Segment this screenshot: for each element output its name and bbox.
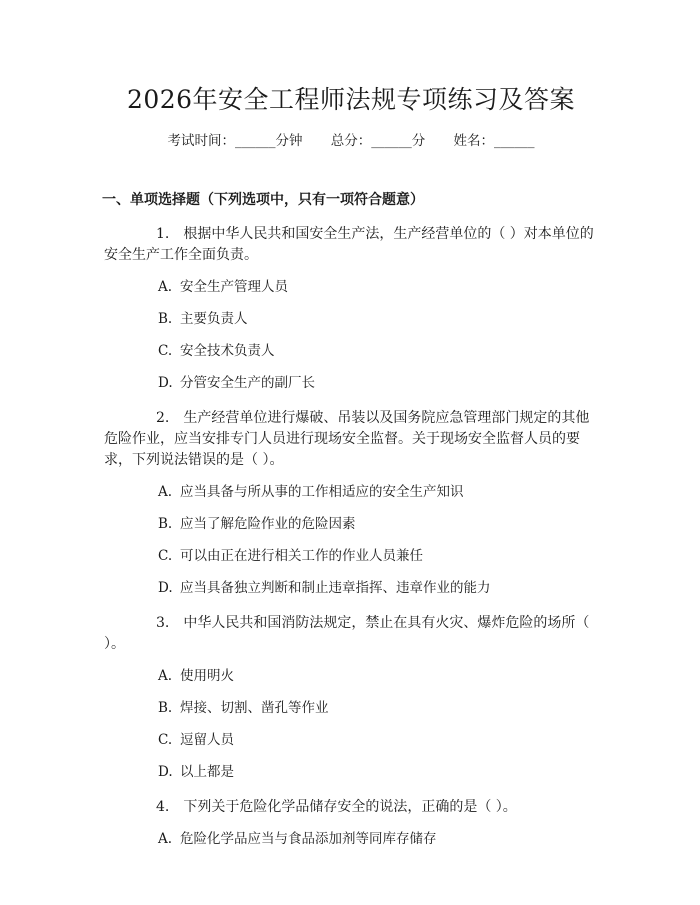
option-c [158, 730, 598, 751]
option-text: 使用明火 [180, 668, 234, 684]
question-number: 3. [156, 615, 170, 631]
question-text [104, 797, 598, 818]
question-4 [104, 797, 598, 850]
option-text: 逗留人员 [180, 732, 234, 748]
option-letter: A. [158, 831, 173, 847]
question-2 [104, 408, 598, 599]
option-d [158, 373, 598, 394]
option-list [104, 277, 598, 394]
option-text: 应当了解危险作业的危险因素 [180, 516, 356, 532]
option-text: 焊接、切割、凿孔等作业 [180, 700, 329, 716]
option-c [158, 546, 598, 567]
option-text: 危险化学品应当与食品添加剂等同库存储存 [180, 831, 437, 847]
option-b [158, 698, 598, 719]
option-letter: B. [158, 311, 173, 327]
name-field: 姓名：______ [453, 133, 535, 149]
question-text [104, 408, 598, 471]
option-text: 安全技术负责人 [180, 343, 275, 359]
option-letter: A. [158, 484, 173, 500]
option-text: 应当具备与所从事的工作相适应的安全生产知识 [180, 484, 464, 500]
option-list [104, 482, 598, 599]
option-letter: A. [158, 668, 173, 684]
option-a [158, 277, 598, 298]
question-1 [104, 224, 598, 394]
question-text [104, 224, 598, 266]
option-letter: C. [158, 343, 173, 359]
option-letter: D. [158, 764, 173, 780]
option-c [158, 341, 598, 362]
option-list [104, 829, 598, 850]
exam-meta [104, 131, 598, 151]
exam-time-field: 考试时间：______分钟 [167, 133, 303, 149]
option-a [158, 482, 598, 503]
option-text: 主要负责人 [180, 311, 248, 327]
option-letter: D. [158, 375, 173, 391]
section-heading: 一、单项选择题（下列选项中，只有一项符合题意） [102, 192, 424, 208]
option-list [104, 666, 598, 783]
option-text: 安全生产管理人员 [180, 279, 288, 295]
option-d [158, 578, 598, 599]
option-a [158, 666, 598, 687]
option-b [158, 309, 598, 330]
option-d [158, 762, 598, 783]
option-letter: A. [158, 279, 173, 295]
option-letter: B. [158, 700, 173, 716]
question-number: 1. [156, 226, 170, 242]
option-letter: D. [158, 580, 173, 596]
option-text: 可以由正在进行相关工作的作业人员兼任 [180, 548, 423, 564]
document-title: 2026年安全工程师法规专项练习及答案 [126, 85, 576, 114]
total-score-field: 总分：______分 [330, 133, 426, 149]
question-stem: 生产经营单位进行爆破、吊装以及国务院应急管理部门规定的其他危险作业，应当安排专门人员进行现场安全监督。关于现场安全监督人员的要求，下列说法错误的是（ ）。 [104, 410, 590, 468]
option-b [158, 514, 598, 535]
option-text: 以上都是 [180, 764, 234, 780]
question-stem: 中华人民共和国消防法规定，禁止在具有火灾、爆炸危险的场所（ ）。 [104, 615, 590, 652]
question-text [104, 613, 598, 655]
option-a [158, 829, 598, 850]
option-letter: B. [158, 516, 173, 532]
question-number: 4. [156, 799, 170, 815]
option-letter: C. [158, 732, 173, 748]
question-3 [104, 613, 598, 783]
option-letter: C. [158, 548, 173, 564]
question-stem: 下列关于危险化学品储存安全的说法，正确的是（ ）。 [183, 799, 517, 815]
question-stem: 根据中华人民共和国安全生产法，生产经营单位的（ ）对本单位的安全生产工作全面负责。 [104, 226, 594, 263]
option-text: 应当具备独立判断和制止违章指挥、违章作业的能力 [180, 580, 491, 596]
option-text: 分管安全生产的副厂长 [180, 375, 315, 391]
question-number: 2. [156, 410, 170, 426]
